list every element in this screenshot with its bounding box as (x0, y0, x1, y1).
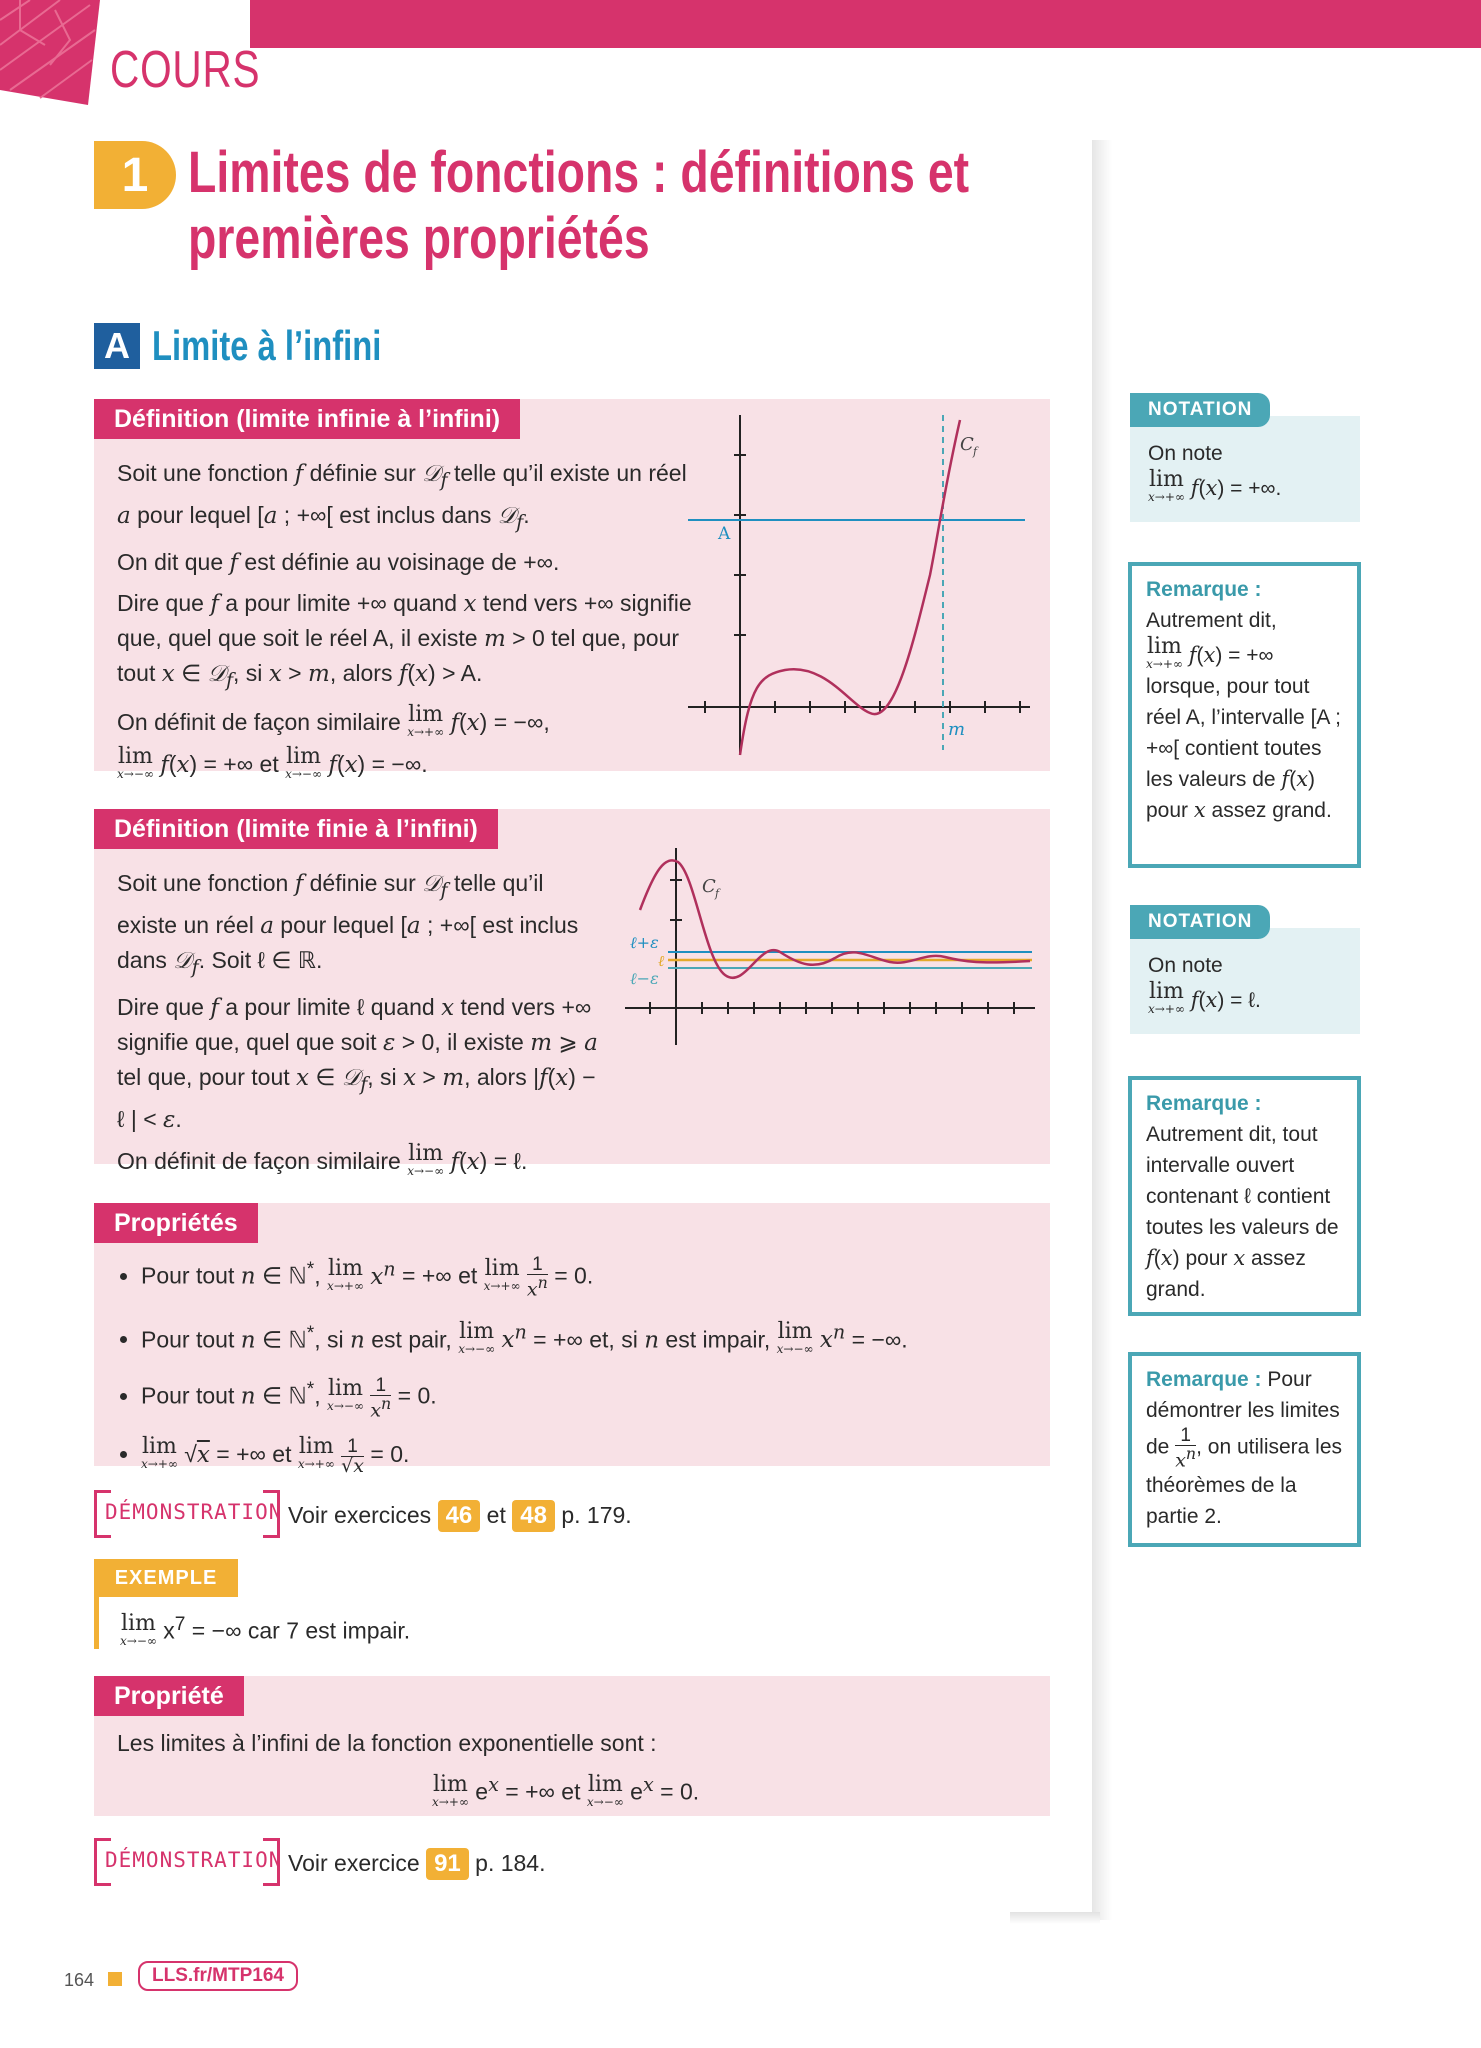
axis-label-a: A (718, 524, 731, 544)
label-l-minus-eps: ℓ−ε (630, 969, 659, 988)
property-formula: lim x→+∞ $e^x$ = +∞ et lim x→−∞ $e^x = 0$. (432, 1771, 700, 1809)
graph-finite-limit (620, 840, 1040, 1050)
property-title: Propriété (94, 1676, 244, 1716)
remark-text: Remarque : Autrement dit, lim x→+∞ f(x) = +∞ lorsque, pour tout réel A, l’intervalle [A ; +∞[ contient toutes les valeurs de f(x) pour x assez grand. (1146, 578, 1341, 822)
exercise-link[interactable]: 48 (512, 1500, 555, 1532)
subsection-letter: A (94, 323, 140, 369)
notation-text: On note lim x→+∞ f(x) = +∞. (1148, 442, 1282, 504)
header-band (250, 0, 1481, 48)
remark-text: Remarque : Autrement dit, tout intervalle ouvert contenant ℓ contient toutes les valeurs de f(x) pour x assez grand. (1146, 1092, 1339, 1301)
notation-label: NOTATION (1130, 905, 1270, 939)
page-number: 164 (64, 1970, 95, 1990)
exercise-link[interactable]: 46 (438, 1500, 481, 1532)
subsection-title: Limite à l’infini (152, 322, 382, 369)
label-l-plus-eps: ℓ+ε (630, 933, 659, 952)
properties-title: Propriétés (94, 1203, 258, 1243)
definition-title: Définition (limite infinie à l’infini) (94, 399, 520, 439)
page-header-label: COURS (110, 41, 261, 99)
definition-text: Soit une fonction f définie sur 𝒟$_f$ telle qu’il existe un réel a pour lequel [a ; +∞[ est inclus dans 𝒟$_f$. On dit que f est définie au voisinage de +∞. Dire que f a pour limite +∞ quand x tend vers +∞ signifie que, quel que soit le réel A, il existe m > 0 tel que, pour tout x ∈ 𝒟$_f$, si x > m, alors f(x) > A. On définit de façon similaire lim x→+∞ f(x) = −∞, lim x→−∞ f(x) = +∞ et lim x→−∞ f(x) = −∞. (117, 460, 692, 781)
curve-label-sub: f (715, 887, 720, 900)
curve-label: C (960, 434, 974, 455)
demonstration-text: Voir exercice 91 p. 184. (288, 1846, 546, 1880)
notation-text: On note lim x→+∞ f(x) = ℓ. (1148, 954, 1261, 1016)
demonstration-label: DÉMONSTRATION (94, 1838, 280, 1886)
curve-label: C (702, 876, 716, 897)
example-bar (94, 1597, 99, 1649)
section-title: Limites de fonctions : définitions et premières propriétés (188, 140, 970, 271)
section-number: 1 (94, 141, 176, 209)
remark-text: Remarque : Pour démontrer les limites de $\frac{1}{x^n}$ , on utilisera les théorèmes de la partie 2. (1146, 1368, 1343, 1529)
demonstration-label: DÉMONSTRATION (94, 1490, 280, 1538)
graph-infinite-limit (680, 405, 1040, 765)
curve-label-sub: f (973, 445, 978, 458)
properties-list: • Pour tout n ∈ ℕ*, lim x→+∞ $x^n$ = +∞ et lim x→+∞ $\frac{1}{x^n}$ = 0. • Pour tout n ∈ ℕ*, si n est pair, lim x→−∞ $x^n$ = +∞ et, si n est impair, lim x→−∞ $x^n$ = −∞. • Pour tout n ∈ ℕ*, lim x→−∞ $\frac{1}{x^n}$ = 0. • lim x→+∞ √x = +∞ et lim x→+∞ $\frac{1}{√x}$ = 0. (117, 1252, 1047, 1492)
page-shadow (1092, 140, 1112, 1920)
corner-pattern (0, 0, 100, 105)
example-text: lim x→−∞ $x^7$ = −∞ car 7 est impair. (120, 1610, 411, 1648)
definition-text: Soit une fonction f définie sur 𝒟$_f$ telle qu’il existe un réel a pour lequel [a ; +∞[ est inclus dans 𝒟$_f$. Soit ℓ ∈ ℝ. Dire que f a pour limite ℓ quand x tend vers +∞ signifie que, quel que soit ε > 0, il existe m ⩾ a tel que, pour tout x ∈ 𝒟$_f$, si x > m, alors |f(x) − ℓ | < ε. On définit de façon similaire lim x→−∞ f(x) = ℓ. (117, 870, 598, 1178)
example-label: EXEMPLE (94, 1559, 238, 1597)
page-shadow (1010, 1912, 1100, 1924)
footer-square (108, 1972, 122, 1986)
footer-link[interactable]: LLS.fr/MTP164 (138, 1961, 298, 1991)
property-intro: Les limites à l’infini de la fonction exponentielle sont : (117, 1730, 657, 1756)
notation-label: NOTATION (1130, 393, 1270, 427)
definition-title: Définition (limite finie à l’infini) (94, 809, 498, 849)
axis-label-m: m (948, 719, 966, 740)
demonstration-text: Voir exercices 46 et 48 p. 179. (288, 1498, 632, 1532)
label-l: ℓ (658, 952, 665, 970)
exercise-link[interactable]: 91 (426, 1848, 469, 1880)
